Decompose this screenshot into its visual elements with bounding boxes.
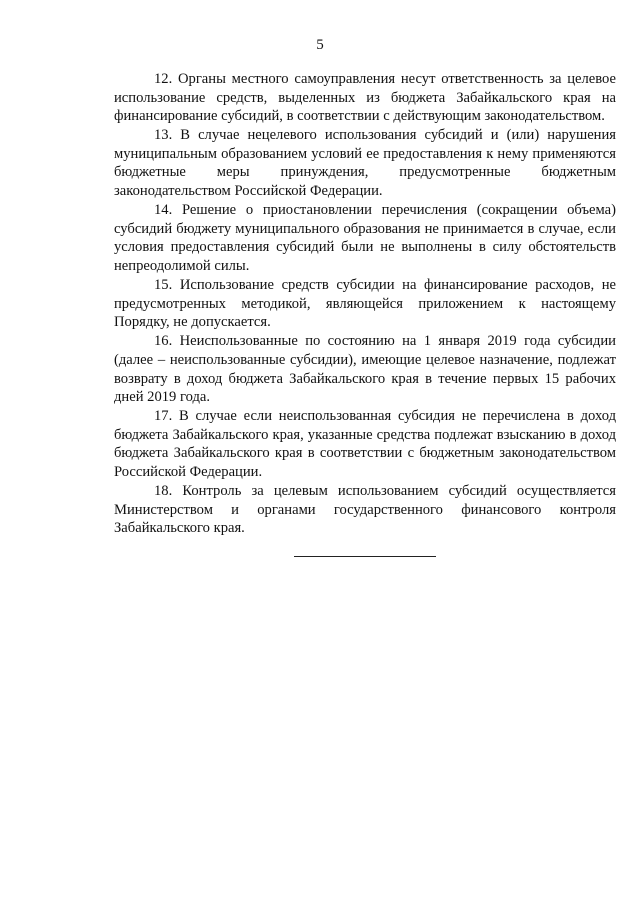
- paragraph-15: 15. Использование средств субсидии на финансирование расходов, не предусмотренных методикой, являющейся приложением к настоящему Порядку, не допускается.: [114, 277, 616, 331]
- paragraph-12: 12. Органы местного самоуправления несут ответственность за целевое использование средств, выделенных из бюджета Забайкальского края на финансирование субсидий, в соответствии с действующим законодательством.: [114, 71, 616, 125]
- end-of-document-rule: [294, 556, 436, 557]
- document-body: [114, 70, 616, 538]
- paragraph-16: 16. Неиспользованные по состоянию на 1 января 2019 года субсидии (далее – неиспользованные субсидии), имеющие целевое назначение, подлежат возврату в доход бюджета Забайкальского края в течение первых 15 рабочих дней 2019 года.: [114, 333, 616, 406]
- paragraph-13: 13. В случае нецелевого использования субсидий и (или) нарушения муниципальным образованием условий ее предоставления к нему применяются бюджетные меры принуждения, предусмотренные бюджетным законодательством Российской Федерации.: [114, 127, 616, 200]
- page-number: 5: [316, 37, 324, 53]
- paragraph-14: 14. Решение о приостановлении перечисления (сокращении объема) субсидий бюджету муниципального образования не принимается в случае, если условия предоставления субсидий были не выполнены в силу обстоятельств непреодолимой силы.: [114, 202, 616, 274]
- paragraph-17: 17. В случае если неиспользованная субсидия не перечислена в доход бюджета Забайкальского края, указанные средства подлежат взысканию в доход бюджета Забайкальского края в соответствии с бюджетным законодательством Российской Федерации.: [114, 408, 616, 480]
- paragraph-18: 18. Контроль за целевым использованием субсидий осуществляется Министерством и органами государственного финансового контроля Забайкальского края.: [114, 483, 616, 537]
